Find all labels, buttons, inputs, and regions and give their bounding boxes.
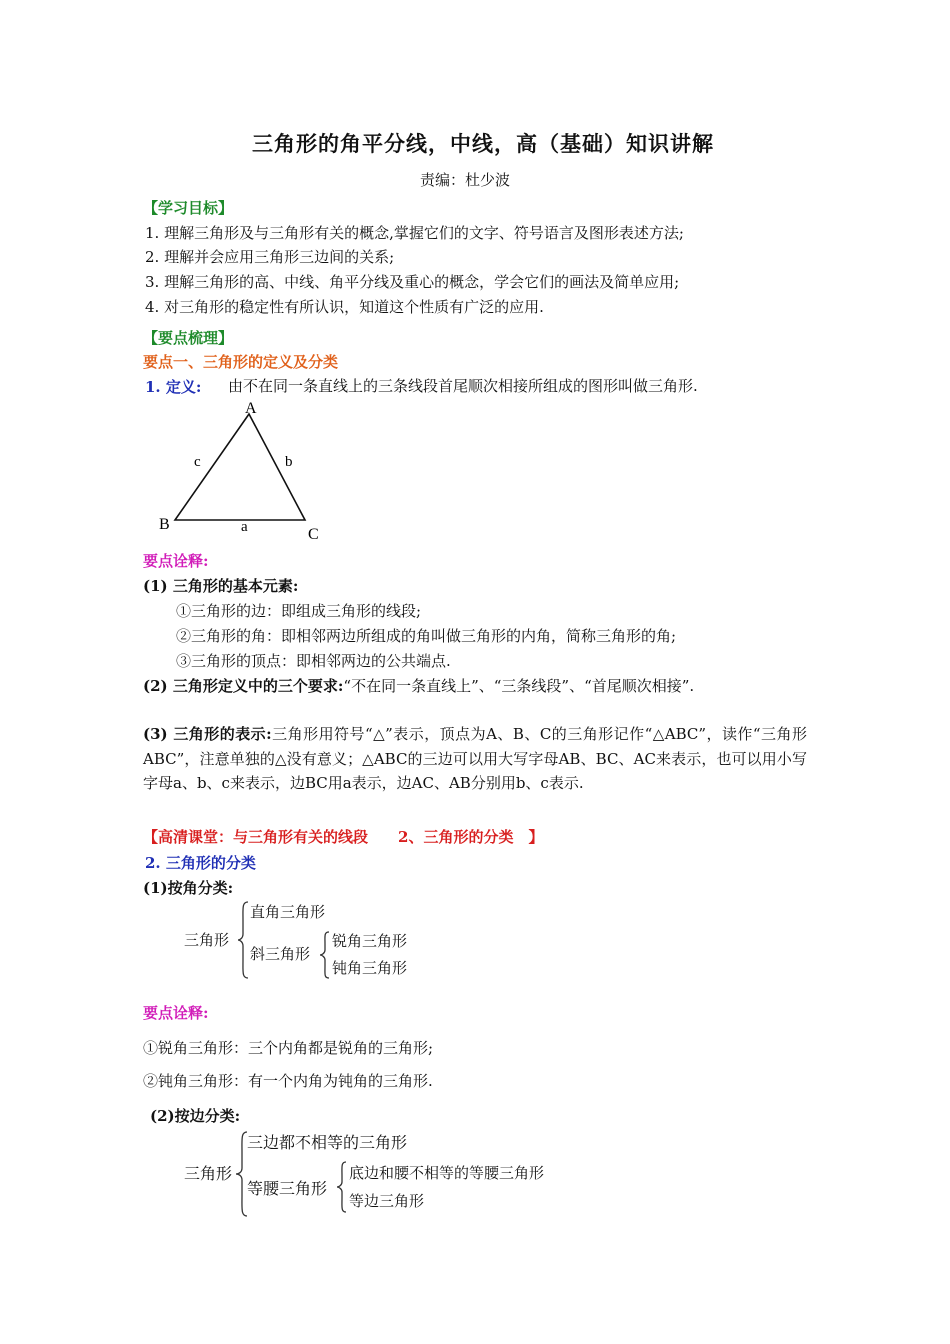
side-brace-right [335,1160,349,1214]
goal-item-4: 4. 对三角形的稳定性有所认识，知道这个性质有广泛的应用. [145,298,544,316]
section2-heading: 2. 三角形的分类 [145,854,256,872]
side-a-label: a [241,519,248,535]
side-b-label: b [285,454,293,470]
element-angle: ②三角形的角：即相邻两边所组成的角叫做三角形的内角，简称三角形的角; [176,627,677,645]
page-title: 三角形的角平分线，中线，高（基础）知识讲解 [252,131,714,156]
obtuse-note: ②钝角三角形：有一个内角为钝角的三角形. [143,1072,433,1090]
side-tree-root: 三角形 [184,1164,233,1183]
requirements-label: (2) 三角形定义中的三个要求: [143,677,344,695]
vertex-c: C [308,526,319,543]
angle-brace-right [318,930,332,980]
angle-tree-root: 三角形 [184,931,230,949]
elements-heading: (1) 三角形的基本元素: [143,577,299,595]
representation-paragraph [143,722,807,796]
side-tree-scalene: 三边都不相等的三角形 [247,1133,408,1152]
by-angle-heading: (1)按角分类: [143,879,234,897]
triangle-figure [143,398,343,546]
goal-item-3: 3. 理解三角形的高、中线、角平分线及重心的概念，学会它们的画法及简单应用; [145,273,680,291]
requirements-paragraph [143,674,807,699]
element-edge: ①三角形的边：即组成三角形的线段; [176,602,422,620]
side-tree-isosceles: 等腰三角形 [247,1179,328,1198]
side-tree-iso-non-eq: 底边和腰不相等的等腰三角形 [349,1164,545,1182]
goals-heading: 【学习目标】 [143,199,234,217]
goal-item-2: 2. 理解并会应用三角形三边间的关系; [145,248,395,266]
goal-item-1: 1. 理解三角形及与三角形有关的概念,掌握它们的文字、符号语言及图形表述方法; [145,224,684,242]
definition-text: 由不在同一条直线上的三条线段首尾顺次相接所组成的图形叫做三角形. [228,377,698,395]
requirements-text: “不在同一条直线上”、“三条线段”、“首尾顺次相接”. [343,677,695,695]
section1-heading: 要点一、三角形的定义及分类 [143,353,339,371]
angle-tree-right: 直角三角形 [250,903,326,921]
vertex-a: A [245,400,257,417]
note-heading: 要点诠释: [143,552,209,570]
classroom-link[interactable]: 【高清课堂：与三角形有关的线段 2、三角形的分类 】 [143,828,544,846]
points-heading: 【要点梳理】 [143,329,234,347]
note-heading-2: 要点诠释: [143,1004,209,1022]
angle-tree-acute: 锐角三角形 [332,932,408,950]
angle-tree-oblique: 斜三角形 [250,945,311,963]
vertex-b: B [159,516,170,533]
side-tree-equilateral: 等边三角形 [349,1192,425,1210]
element-vertex: ③三角形的顶点：即相邻两边的公共端点. [176,652,451,670]
representation-label: (3) 三角形的表示: [143,725,272,743]
by-side-heading: (2)按边分类: [150,1107,241,1125]
definition-label: 1. 定义: [145,378,202,396]
editor-line: 责编：杜少波 [420,171,511,189]
side-c-label: c [194,454,201,470]
angle-tree-obtuse: 钝角三角形 [332,959,408,977]
representation-text: 三角形用符号“△”表示，顶点为A、B、C的三角形记作“△ABC”，读作“三角形ABC”，注意单独的△没有意义；△ABC的三边可以用大写字母AB、BC、AC来表示，也可以用小写字母a、b、c来表示，边BC用a表示，边AC、AB分别用b、c表示. [143,725,807,792]
acute-note: ①锐角三角形：三个内角都是锐角的三角形; [143,1039,434,1057]
